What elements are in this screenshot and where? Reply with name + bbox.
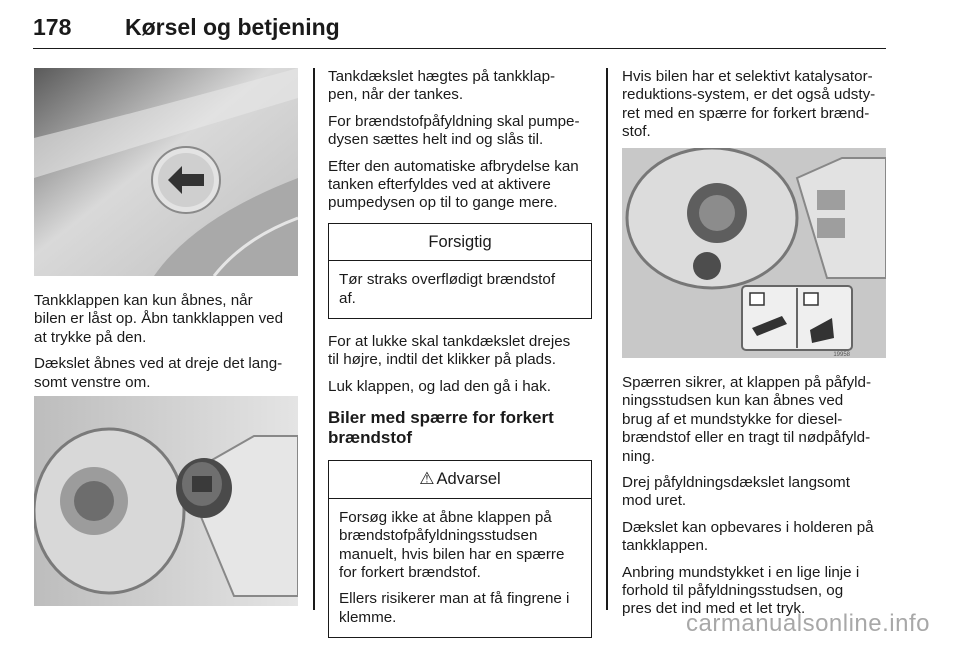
paragraph: Efter den automatiske afbrydelse kan tanken efterfyldes ved at aktivere pumpedysen op til to gange mere. bbox=[328, 157, 579, 212]
warning-text: Ellers risikerer man at få fingrene i klemme. bbox=[339, 590, 570, 626]
misfuel-inhibitor-image bbox=[622, 148, 886, 358]
section-heading: Biler med spærre for forkert brændstof bbox=[328, 408, 554, 448]
caution-text: Tør straks overflødigt brændstof af. bbox=[339, 271, 556, 307]
warning-box bbox=[328, 460, 592, 638]
paragraph: Tankklappen kan kun åbnes, når bilen er låst op. Åbn tankklappen ved at trykke på den. bbox=[34, 292, 284, 346]
warning-header bbox=[329, 461, 591, 498]
column-divider bbox=[606, 68, 608, 610]
open-cap-image bbox=[34, 396, 298, 606]
image-code: 19958 bbox=[833, 352, 850, 358]
warning-heading: Advarsel bbox=[436, 470, 501, 489]
watermark: carmanualsonline.info bbox=[686, 610, 930, 637]
warning-text: Forsøg ikke at åbne klappen på brændstofpåfyldningsstudsen manuelt, hvis bilen har en spærre for forkert brændstof. bbox=[339, 508, 565, 581]
paragraph: Tankdækslet hægtes på tankklap‐ pen, når der tankes. bbox=[328, 68, 556, 104]
paragraph: Drej påfyldningsdækslet langsomt mod uret. bbox=[622, 474, 850, 510]
paragraph: Dækslet åbnes ved at dreje det lang‐ somt venstre om. bbox=[34, 355, 283, 391]
paragraph: For brændstofpåfyldning skal pumpe‐ dysen sættes helt ind og slås til. bbox=[328, 112, 580, 149]
caution-box bbox=[328, 223, 592, 319]
paragraph: Anbring mundstykket i en lige linje i forhold til påfyldningsstudsen, og pres det ind med et let tryk. bbox=[622, 563, 860, 618]
paragraph: Dækslet kan opbevares i holderen på tankklappen. bbox=[622, 518, 874, 555]
page-number: 178 bbox=[33, 14, 72, 40]
paragraph: Spærren sikrer, at klappen på påfyld‐ ningsstudsen kun kan åbnes ved brug af et mundstykke for diesel‐ brændstof eller en tragt til nødpåfyld‐ ning. bbox=[622, 374, 872, 465]
paragraph: Luk klappen, og lad den gå i hak. bbox=[328, 377, 551, 395]
warning-triangle-icon: ⚠ bbox=[419, 469, 435, 489]
page-header bbox=[33, 6, 886, 49]
caution-heading: Forsigtig bbox=[329, 224, 591, 261]
column-divider bbox=[313, 68, 315, 610]
fuel-cap-icon bbox=[176, 458, 232, 518]
fuel-door-image bbox=[34, 68, 298, 276]
page-title: Kørsel og betjening bbox=[125, 14, 340, 40]
paragraph: For at lukke skal tankdækslet drejes til højre, indtil det klikker på plads. bbox=[328, 333, 571, 369]
paragraph: Hvis bilen har et selektivt katalysator‐ reduktions-system, er det også udsty‐ ret med en spærre for forkert brænd‐ stof. bbox=[622, 68, 876, 141]
